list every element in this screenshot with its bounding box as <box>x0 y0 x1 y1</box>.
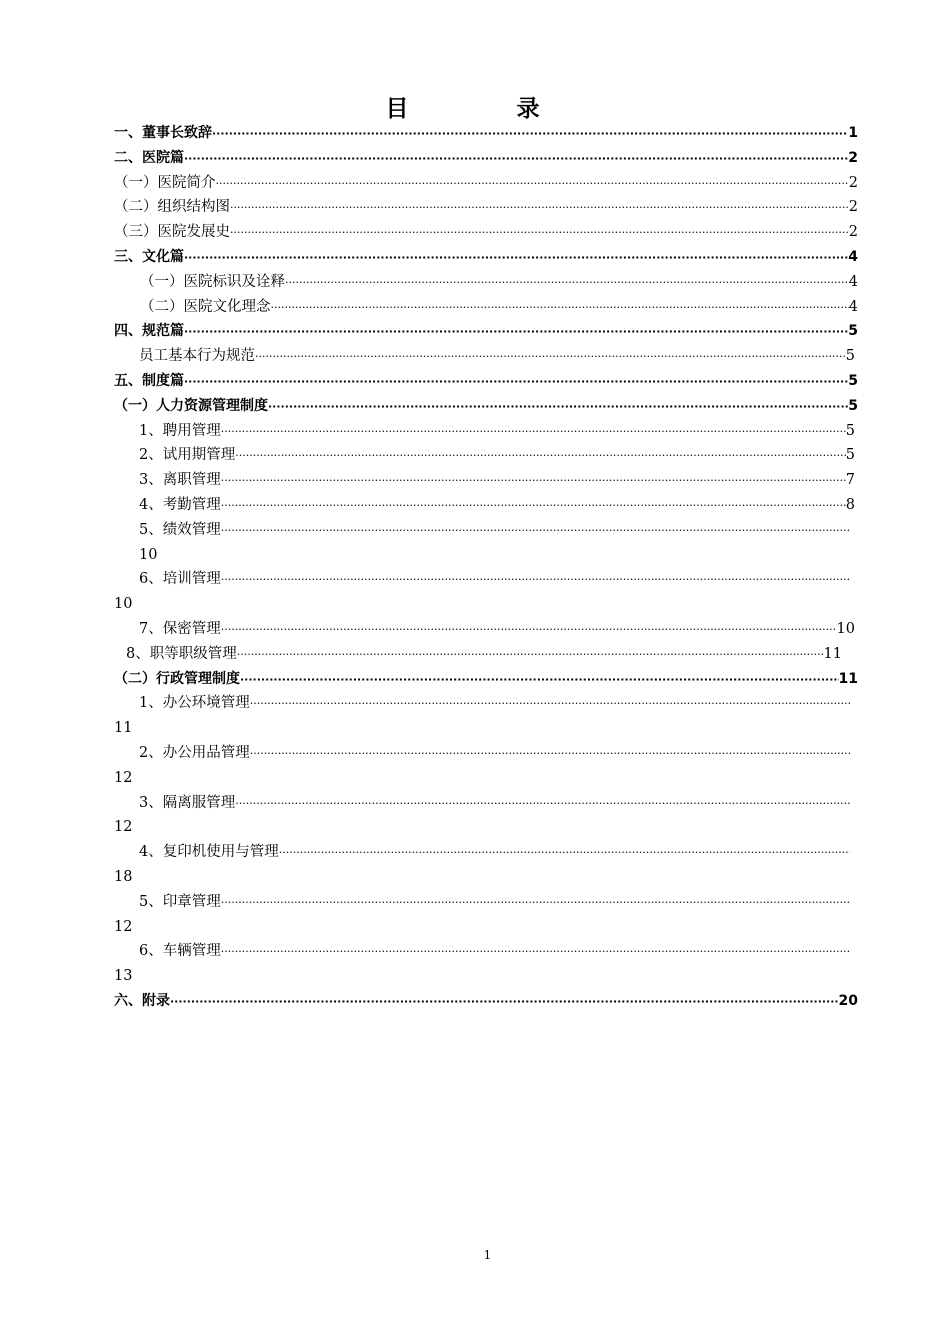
toc-entry[interactable] <box>0 394 950 419</box>
toc-entry-label: 6、培训管理 <box>139 571 221 588</box>
toc-entry-label: 六、附录 <box>114 992 170 1009</box>
toc-entry-wrapped-line <box>0 766 950 791</box>
toc-entry[interactable] <box>0 270 950 295</box>
toc-leader-dots <box>216 172 849 197</box>
toc-entry-page: 2 <box>848 149 858 166</box>
toc-leader-dots <box>184 147 848 172</box>
toc-entry[interactable] <box>0 667 950 692</box>
toc-entry-page: 10 <box>139 546 158 563</box>
toc-entry[interactable] <box>0 146 950 171</box>
toc-entry-page: 1 <box>848 125 858 141</box>
toc-leader-dots <box>279 841 850 866</box>
page-number: 1 <box>483 1248 492 1262</box>
toc-entry-label: 4、复印机使用与管理 <box>139 844 279 861</box>
toc-leader-dots <box>221 891 850 916</box>
toc-entry[interactable] <box>0 617 950 642</box>
toc-leader-dots <box>212 122 848 147</box>
toc-leader-dots <box>285 271 849 296</box>
toc-entry-label: 五、制度篇 <box>114 372 184 389</box>
toc-entry[interactable] <box>0 419 950 444</box>
toc-leader-dots <box>184 320 848 345</box>
toc-entry[interactable] <box>0 344 950 369</box>
toc-entry[interactable] <box>0 319 950 344</box>
toc-entry-label: （三）医院发展史 <box>114 224 230 241</box>
toc-entry-page: 5 <box>848 372 858 389</box>
toc-entry[interactable] <box>0 195 950 220</box>
toc-entry-page: 5 <box>848 323 858 340</box>
toc-leader-dots <box>221 494 846 519</box>
toc-leader-dots <box>250 742 850 767</box>
toc-entry-label: 二、医院篇 <box>114 149 184 166</box>
toc-title: 目 录 <box>385 95 590 122</box>
toc-entry-wrapped-line <box>0 865 950 890</box>
toc-leader-dots <box>184 370 848 395</box>
toc-entry[interactable] <box>0 171 950 196</box>
toc-entry[interactable] <box>0 493 950 518</box>
toc-entry[interactable] <box>0 121 950 146</box>
toc-entry-page: 18 <box>114 868 133 885</box>
toc-entry-page: 20 <box>838 992 858 1009</box>
toc-entry-label: 1、聘用管理 <box>139 422 221 439</box>
toc-entry[interactable] <box>0 989 950 1014</box>
toc-entry-wrapped-line <box>0 964 950 989</box>
toc-entry-label: （二）医院文化理念 <box>140 298 271 315</box>
toc-entry-page: 4 <box>848 298 858 315</box>
toc-entry-page: 2 <box>848 199 858 216</box>
toc-entry-label: 三、文化篇 <box>114 248 184 265</box>
toc-entry-label: 四、规范篇 <box>114 323 184 340</box>
toc-entry-label: 7、保密管理 <box>139 620 221 637</box>
toc-leader-dots <box>230 221 849 246</box>
toc-entry[interactable] <box>0 791 950 816</box>
toc-entry-label: 3、隔离服管理 <box>139 794 236 811</box>
toc-entry-label: （一）医院标识及诠释 <box>140 273 285 290</box>
table-of-contents <box>0 121 950 1014</box>
toc-entry-page: 10 <box>114 596 133 613</box>
toc-entry-page: 12 <box>114 769 133 786</box>
toc-entry[interactable] <box>0 840 950 865</box>
toc-entry-label: （二）组织结构图 <box>114 199 230 216</box>
toc-entry-page: 5 <box>845 422 855 439</box>
toc-entry[interactable] <box>0 741 950 766</box>
toc-leader-dots <box>240 668 839 693</box>
toc-entry-wrapped-line <box>0 716 950 741</box>
toc-entry-page: 12 <box>114 918 133 935</box>
toc-entry-label: 员工基本行为规范 <box>139 348 255 365</box>
toc-entry[interactable] <box>0 443 950 468</box>
toc-entry-wrapped-line <box>0 815 950 840</box>
toc-leader-dots <box>221 469 846 494</box>
toc-leader-dots <box>235 792 850 817</box>
toc-entry-label: 1、办公环境管理 <box>139 695 250 712</box>
toc-entry-label: 3、离职管理 <box>139 472 221 489</box>
toc-entry[interactable] <box>0 691 950 716</box>
toc-entry-label: 5、印章管理 <box>139 893 221 910</box>
toc-entry-label: 8、职等职级管理 <box>126 645 237 662</box>
toc-entry[interactable] <box>0 220 950 245</box>
toc-leader-dots <box>271 296 849 321</box>
toc-entry[interactable] <box>0 295 950 320</box>
toc-entry[interactable] <box>0 939 950 964</box>
toc-entry-page: 5 <box>845 447 855 464</box>
toc-leader-dots <box>250 692 850 717</box>
toc-entry[interactable] <box>0 518 950 543</box>
toc-entry-wrapped-line <box>0 592 950 617</box>
toc-entry-page: 5 <box>845 348 855 365</box>
toc-entry-page: 12 <box>114 819 133 836</box>
toc-entry-label: 2、办公用品管理 <box>139 744 250 761</box>
toc-entry-page: 7 <box>845 472 855 489</box>
toc-entry-page: 11 <box>823 645 842 662</box>
toc-leader-dots <box>221 519 850 544</box>
toc-entry-page: 4 <box>848 248 858 265</box>
toc-leader-dots <box>184 246 848 271</box>
toc-entry-page: 13 <box>114 968 133 985</box>
toc-leader-dots <box>221 940 850 965</box>
toc-leader-dots <box>255 345 846 370</box>
toc-leader-dots <box>221 420 846 445</box>
toc-entry-wrapped-line <box>0 543 950 568</box>
toc-entry-page: 8 <box>845 496 855 513</box>
toc-entry-wrapped-line <box>0 915 950 940</box>
toc-leader-dots <box>230 196 849 221</box>
toc-entry-page: 2 <box>848 174 858 191</box>
toc-entry-label: 一、董事长致辞 <box>114 125 212 141</box>
toc-leader-dots <box>170 990 839 1015</box>
toc-entry-label: （一）人力资源管理制度 <box>114 397 268 414</box>
toc-entry-page: 2 <box>848 224 858 241</box>
toc-entry-page: 4 <box>848 273 858 290</box>
toc-leader-dots <box>221 568 850 593</box>
toc-entry[interactable] <box>0 642 950 667</box>
toc-entry-label: （二）行政管理制度 <box>114 670 240 687</box>
toc-entry-label: 2、试用期管理 <box>139 447 236 464</box>
toc-leader-dots <box>268 395 848 420</box>
toc-entry[interactable] <box>0 245 950 270</box>
toc-entry-page: 5 <box>848 397 858 414</box>
toc-entry[interactable] <box>0 890 950 915</box>
toc-entry-page: 10 <box>836 620 855 637</box>
toc-entry-label: （一）医院简介 <box>114 174 216 191</box>
toc-entry-label: 4、考勤管理 <box>139 496 221 513</box>
toc-entry[interactable] <box>0 369 950 394</box>
toc-leader-dots <box>235 444 846 469</box>
toc-entry-label: 5、绩效管理 <box>139 521 221 538</box>
toc-entry[interactable] <box>0 567 950 592</box>
toc-leader-dots <box>237 643 824 668</box>
toc-leader-dots <box>221 618 837 643</box>
toc-entry-page: 11 <box>114 720 133 737</box>
toc-entry-label: 6、车辆管理 <box>139 943 221 960</box>
toc-entry[interactable] <box>0 468 950 493</box>
toc-entry-page: 11 <box>838 670 858 687</box>
